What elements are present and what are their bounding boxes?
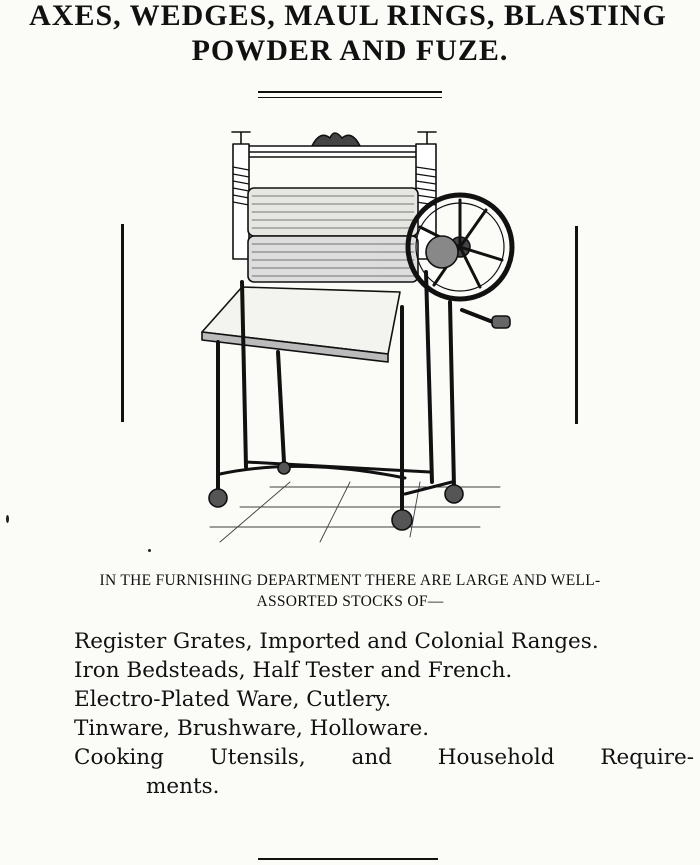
left-vertical-bar	[121, 224, 124, 422]
word: and	[351, 745, 392, 770]
print-speck	[148, 549, 151, 552]
heading-line-2: POWDER AND FUZE.	[191, 34, 509, 67]
list-item-cooking	[74, 743, 694, 772]
mangle-machine-illustration	[180, 122, 520, 552]
word: Household	[437, 745, 555, 770]
word: Require-	[600, 745, 694, 770]
list-item: Electro-Plated Ware, Cutlery.	[74, 687, 392, 712]
double-rule-divider	[258, 91, 442, 98]
word: Utensils,	[209, 745, 306, 770]
bottom-rule-divider	[258, 858, 438, 860]
word: Cooking	[74, 745, 164, 770]
intro-line-2: ASSORTED STOCKS OF—	[256, 593, 444, 610]
right-vertical-bar	[575, 226, 578, 424]
list-item-continuation: ments.	[146, 774, 220, 799]
stock-list	[74, 627, 700, 801]
heading-line-1: AXES, WEDGES, MAUL RINGS, BLASTING	[29, 0, 667, 32]
list-item: Tinware, Brushware, Holloware.	[74, 716, 430, 741]
list-item: Register Grates, Imported and Colonial Ranges.	[74, 629, 599, 654]
list-item: Iron Bedsteads, Half Tester and French.	[74, 658, 513, 683]
intro-line-1: IN THE FURNISHING DEPARTMENT THERE ARE LARGE AND WELL-	[99, 572, 601, 589]
page-heading	[0, 0, 700, 67]
furnishing-intro	[0, 570, 700, 612]
print-speck	[6, 515, 9, 523]
